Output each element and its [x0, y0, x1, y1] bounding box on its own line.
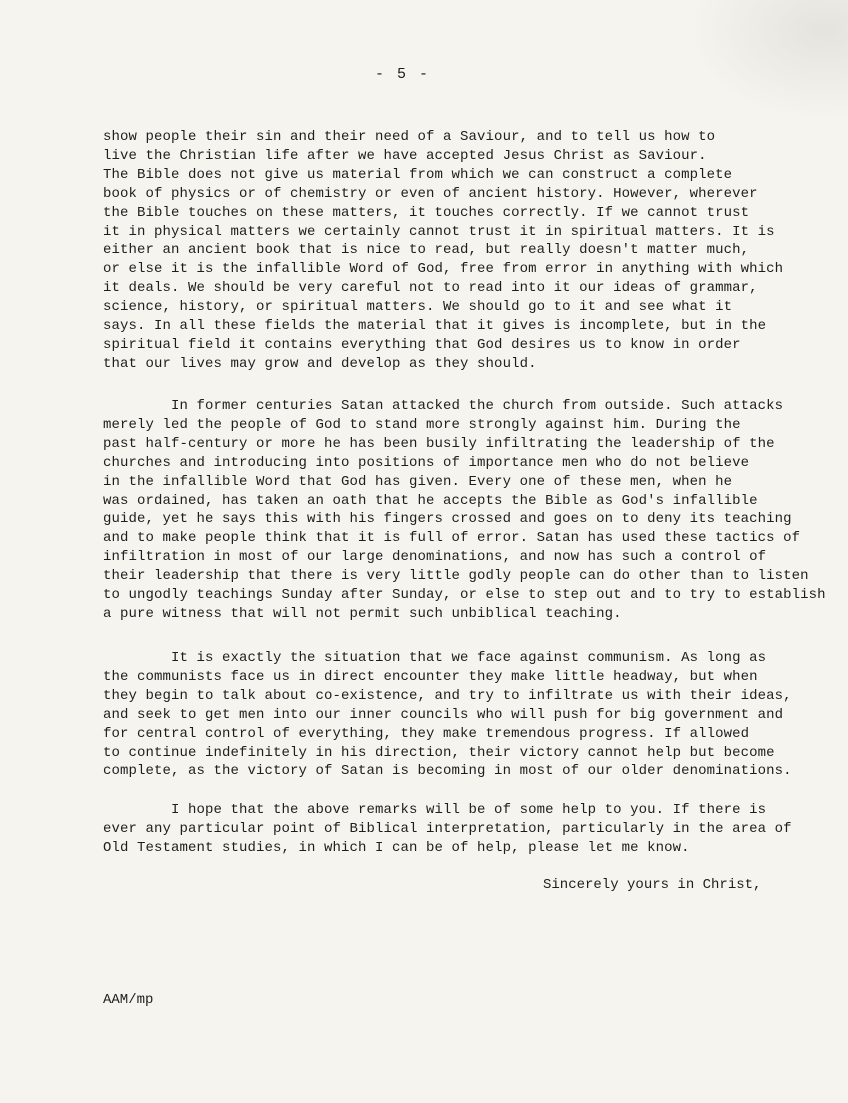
closing-salutation: Sincerely yours in Christ, [543, 877, 762, 893]
paragraph-3: It is exactly the situation that we face against communism. As long as the communists face us in direct encounter they make little headway, but when they begin to talk about co-existence, and try to infiltrate us with their ideas, and seek to get men into our inner councils who will push for big government and for central control of everything, they make tremendous progress. If allowed to continue indefinitely in his direction, their victory cannot help but become complete, as the victory of Satan is becoming in most of our older denominations. [103, 650, 792, 780]
paragraph-1: show people their sin and their need of a Saviour, and to tell us how to live the Christian life after we have accepted Jesus Christ as Saviour. The Bible does not give us material from which we can construct a complete book of physics or of chemistry or even of ancient history. However, wherever the Bible touches on these matters, it touches correctly. If we cannot trust it in physical matters we certainly cannot trust it in spiritual matters. It is either an ancient book that is nice to read, but really doesn't matter much, or else it is the infallible Word of God, free from error in anything with which it deals. We should be very careful not to read into it our ideas of grammar, science, history, or spiritual matters. We should go to it and see what it says. In all these fields the material that it gives is incomplete, but in the spiritual field it contains everything that God desires us to know in order that our lives may grow and develop as they should. [103, 129, 784, 372]
paragraph-2: In former centuries Satan attacked the church from outside. Such attacks merely led the people of God to stand more strongly against him. During the past half-century or more he has been busily infiltrating the leadership of the churches and introducing into positions of importance men who do not believe in the infallible Word that God has given. Every one of these men, when he was ordained, has taken an oath that he accepts the Bible as God's infallible guide, yet he says this with his fingers crossed and goes on to deny its teaching and to make people think that it is full of error. Satan has used these tactics of infiltration in most of our large denominations, and now has such a control of their leadership that there is very little godly people can do other than to listen to ungodly teachings Sunday after Sunday, or else to step out and to try to establish a pure witness that will not permit such unbiblical teaching. [103, 398, 826, 622]
paper-smudge [688, 0, 848, 120]
typist-initials: AAM/mp [103, 992, 154, 1008]
page-number: - 5 - [375, 66, 431, 83]
paragraph-4: I hope that the above remarks will be of some help to you. If there is ever any particular point of Biblical interpretation, particularly in the area of Old Testament studies, in which I can be of help, please let me know. [103, 802, 792, 856]
